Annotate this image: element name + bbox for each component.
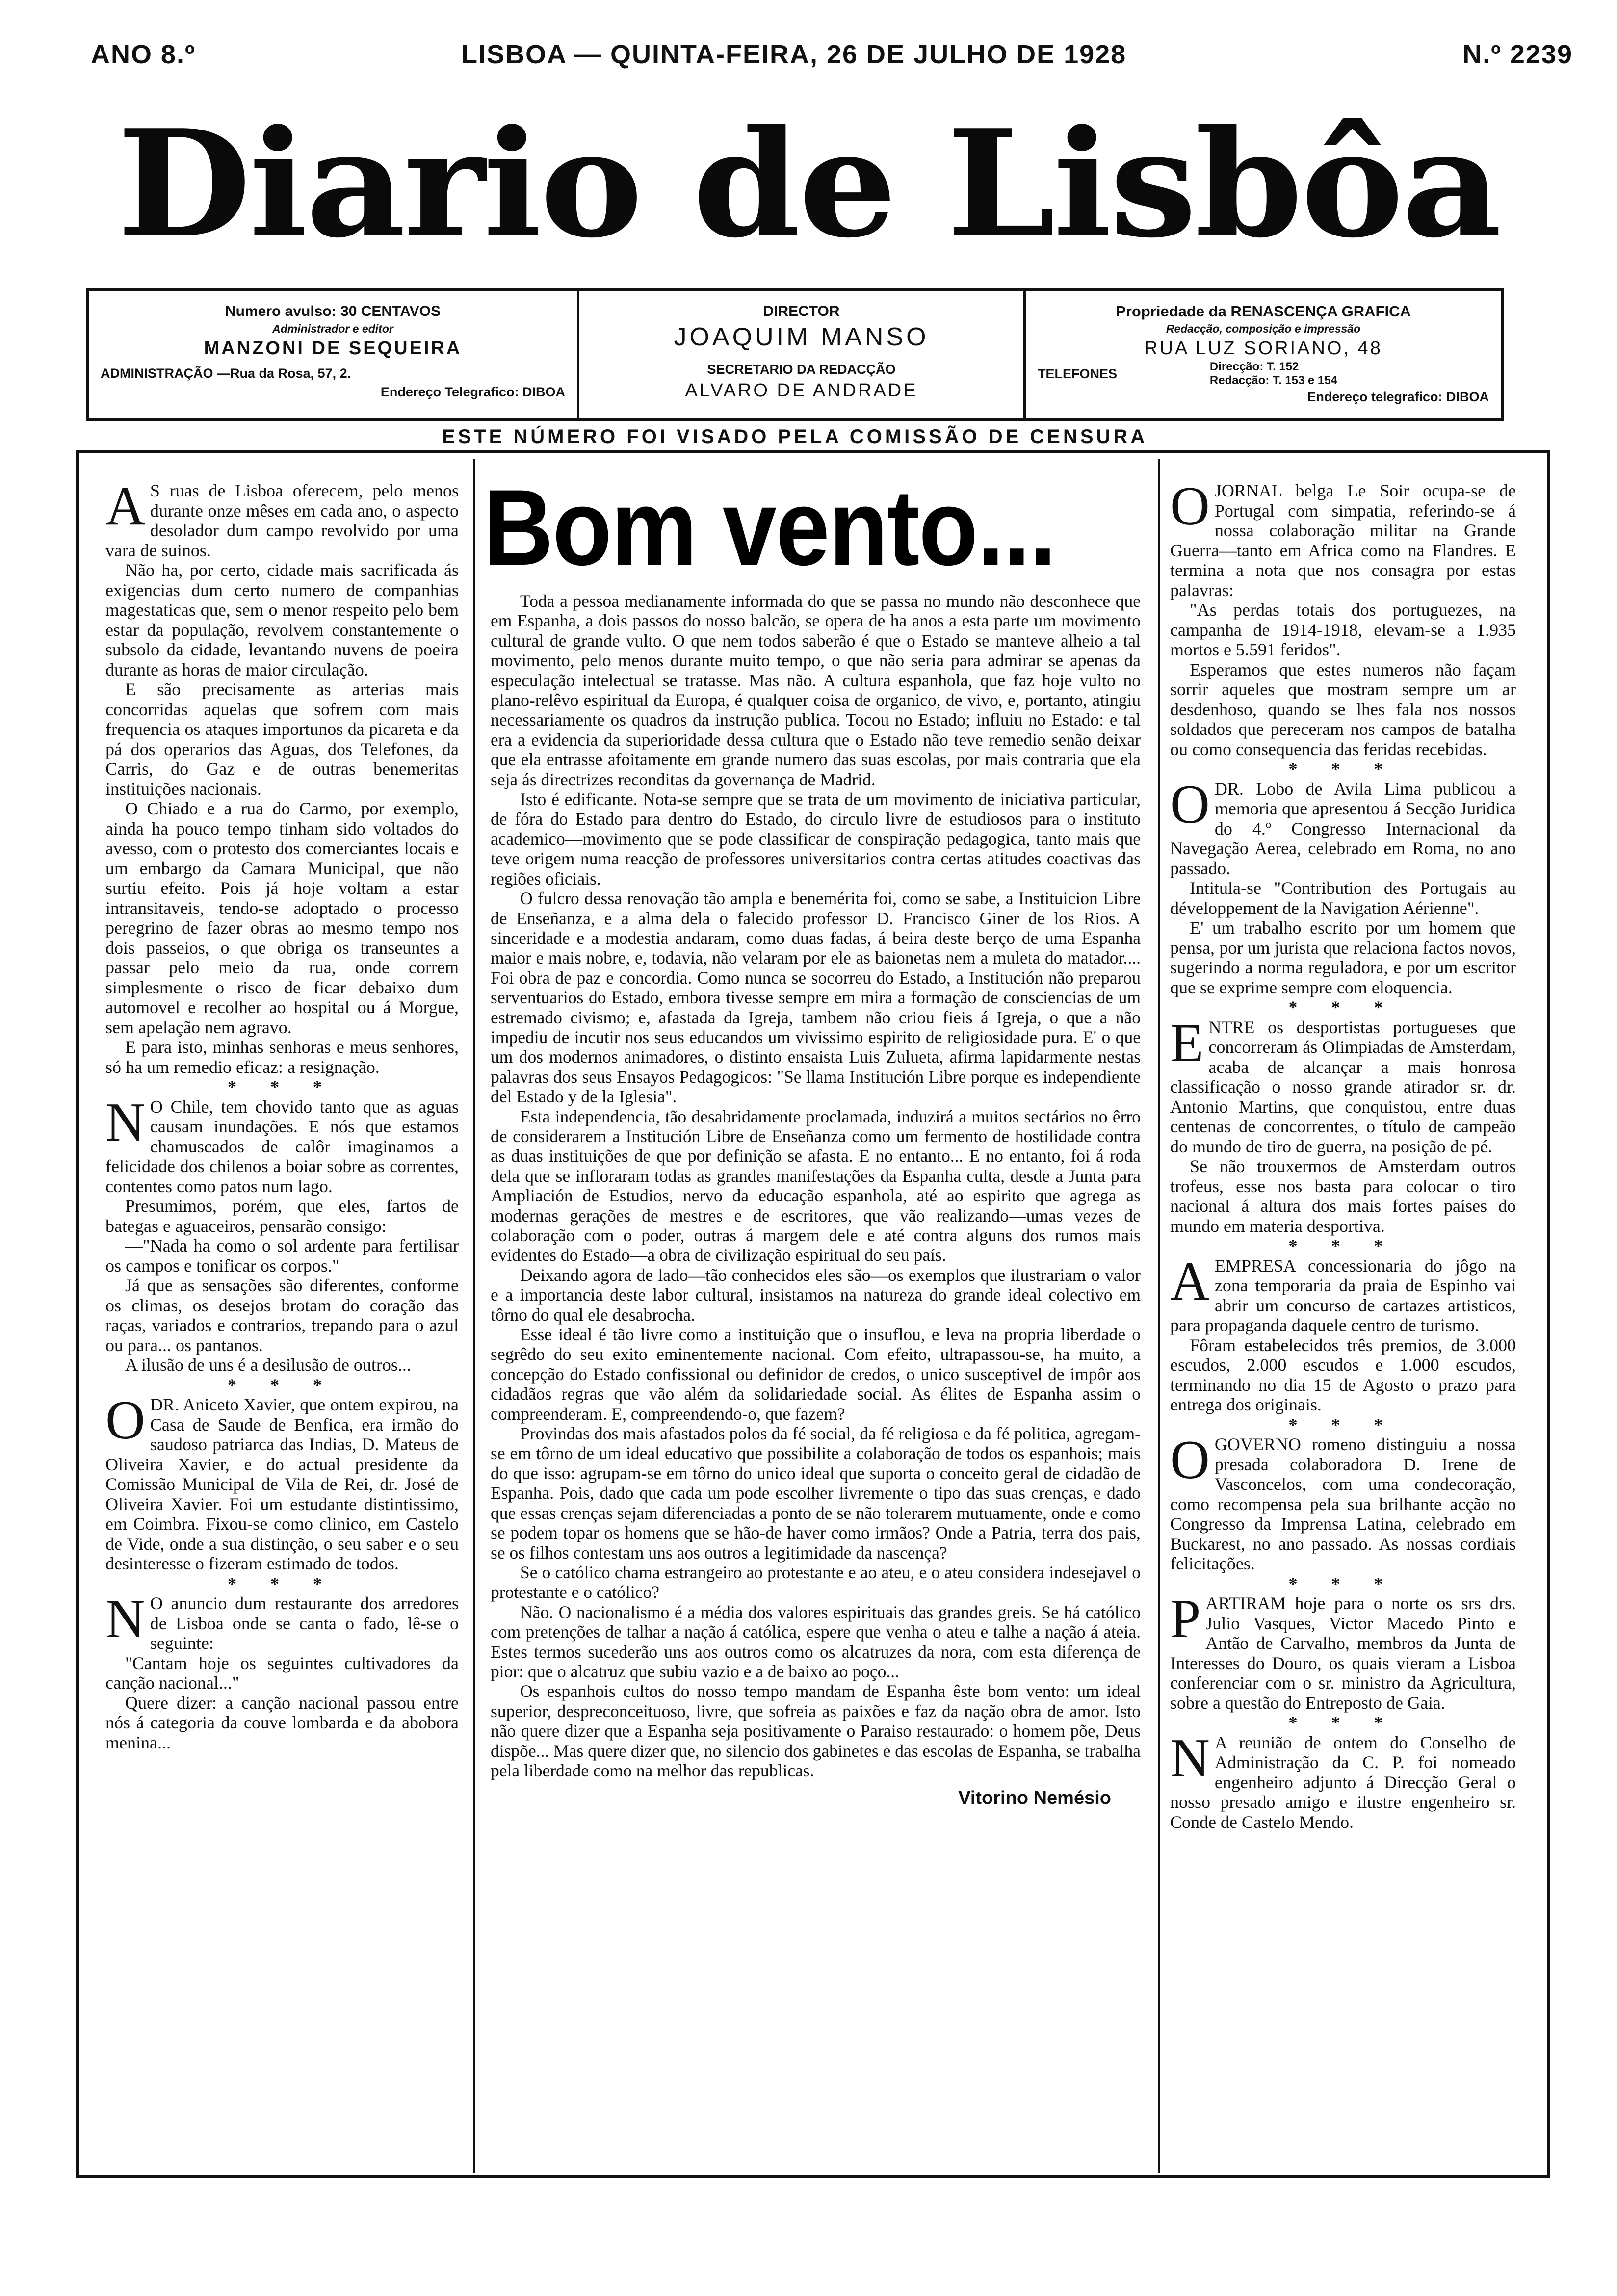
administrator-name: MANZONI DE SEQUEIRA	[204, 338, 462, 359]
article-paragraph: N O anuncio dum restaurante dos arredores de Lisboa onde se canta o fado, lê-se o seguinte:	[105, 1589, 459, 1653]
office-address: RUA LUZ SORIANO, 48	[1144, 338, 1382, 359]
masthead-title: Diario de Lisbôa	[117, 97, 1500, 270]
owner-line: Propriedade da RENASCENÇA GRAFICA	[1116, 303, 1411, 320]
administration-address: ADMINISTRAÇÃO —Rua da Rosa, 57, 2.	[101, 366, 351, 381]
publication-info-box	[86, 288, 1504, 421]
drop-cap: O	[1170, 1430, 1210, 1490]
drop-cap: E	[1170, 1012, 1204, 1073]
article-paragraph: N A reunião de ontem do Conselho de Administração da C. P. foi nomeado engenheiro adjunto á Direcção Geral o nosso presado amigo e ilustre engenheiro sr. Conde de Castelo Mendo.	[1170, 1727, 1516, 1832]
telegraphic-address: Endereço Telegrafico: DIBOA	[380, 385, 565, 399]
director-label: DIRECTOR	[763, 303, 840, 319]
price-line: Numero avulso: 30 CENTAVOS	[225, 303, 441, 319]
article-paragraph: Intitula-se "Contribution des Portugais au développement de la Navigation Aérienne".	[1170, 878, 1516, 918]
center-article	[491, 591, 1141, 1808]
info-center	[579, 291, 1026, 418]
article-paragraph: ENTRE os desportistas portugueses que concorreram ás Olimpiadas de Amsterdam, acaba de alcançar a mais honrosa classificação o nosso grande atirador sr. dr. Antonio Martins, que conquistou, entre duas centenas de concorrentes, o título de campeão do mundo de tiro de guerra, na posição de pé.	[1170, 1012, 1516, 1156]
censorship-notice: ESTE NÚMERO FOI VISADO PELA COMISSÃO DE CENSURA	[442, 426, 1148, 447]
article-paragraph: Esta independencia, tão desabridamente proclamada, induzirá a muitos sectários no êrro de considerarem a Institución Libre de Enseñanza como um fermento de hostilidade contra as duas instituições de que por definição se afasta. E no entanto... E no entanto, foi á roda dela que se infloraram todas as grandes manifestações da Espanha culta, desde a Junta para Ampliación de Estudios, nervo da educação espanhola, até ao espirito que agrega as modernas gerações de mestres e de escritores, que vão realizando—umas vezes de colaboração com o poder, outras á margem dele e até contra alguns dos rumos mais evidentes do Estado—a obra de civilização espiritual do seu país.	[491, 1106, 1141, 1265]
article-paragraph: PARTIRAM hoje para o norte os srs drs. Julio Vasques, Victor Macedo Pinto e Antão de Carvalho, membros da Junta de Interesses do Douro, os quais vieram a Lisboa conferenciar com o sr. ministro da Agricultura, sobre a questão do Entreposto de Gaia.	[1170, 1589, 1516, 1713]
article-paragraph: Não. O nacionalismo é a média dos valores espirituais das grandes greis. Se há católico com pretenções de talhar a nação á católica, espere que venha o ateu e talhe a nação á ateia. Estes termos sucederão uns aos outros como os alcatruzes da nora, com esta diferença de pior: que o alcatruz que subiu vazio e a de baixo ao poço...	[491, 1602, 1141, 1681]
info-left	[89, 291, 579, 418]
article-paragraph: ODR. Lobo de Avila Lima publicou a memoria que apresentou á Secção Juridica do 4.º Congresso Internacional da Navegação Aerea, celebrado em Roma, no ano passado.	[1170, 774, 1516, 878]
article-paragraph: O Chiado e a rua do Carmo, por exemplo, ainda ha pouco tempo tinham sido voltados do avesso, com o protesto dos comerciantes locais e um embargo da Camara Municipal, que não surtiu efeito. Pois já hoje voltam a estar intransitaveis, tendo-se adoptado o processo peregrino de fazer obras ao mesmo tempo nos dois passeios, o que obriga os transeuntes a passar pelo meio da rua, onde correm simplesmente o risco de ficar debaixo dum automovel e recolher ao hospital ou á Morgue, sem apelação nem agravo.	[105, 799, 459, 1037]
phone-redaction: Redacção: T. 153 e 154	[1209, 374, 1338, 387]
article-paragraph: O fulcro dessa renovação tão ampla e benemérita foi, como se sabe, a Instituicion Libre de Enseñanza, e a alma dela o falecido professor D. Francisco Giner de los Rios. A sinceridade e a modestia andaram, como duas fadas, á beira deste berço de uma Espanha maior e mais nobre, e, todavia, não velaram por ele as baionetas nem a muleta do matador.... Foi obra de paz e concordia. Como nunca se socorreu do Estado, a Institución não preparou serventuarios do Estado, embora tivesse sempre em mira a formação de consciencias de um estremado civismo; e, afastada da Igreja, tambem não criou fieis á Igreja, o que a não impediu de incutir nos seus educandos um vivissimo espirito de religiosidade pura. E' o que um dos modernos animadores, o distinto ensaista Luis Zulueta, afirma lapidarmente nestas palavras dos seus Ensayos Pedagogicos: "Se llama Institución Libre porque es independiente del Estado y de la Iglesia".	[491, 888, 1141, 1107]
drop-cap: P	[1170, 1589, 1201, 1649]
section-separator: * * *	[228, 1375, 337, 1395]
secretary-label: SECRETARIO DA REDACÇÃO	[707, 362, 896, 377]
print-label: Redacção, composição e impressão	[1166, 322, 1361, 335]
article-paragraph: "As perdas totais dos portuguezes, na campanha de 1914-1918, elevam-se a 1.935 mortos e 5.591 feridos".	[1170, 600, 1516, 659]
telegraphic-address-right: Endereço telegrafico: DIBOA	[1307, 390, 1489, 404]
article-paragraph: Fôram estabelecidos três premios, de 3.000 escudos, 2.000 escudos e 1.000 escudos, terminando no dia 15 de Agosto o prazo para entrega dos originais.	[1170, 1335, 1516, 1414]
article-paragraph: Presumimos, porém, que eles, fartos de bategas e aguaceiros, pensarão consigo:	[105, 1196, 459, 1236]
article-author: Vitorino Nemésio	[958, 1788, 1111, 1809]
secretary-name: ALVARO DE ANDRADE	[685, 380, 918, 401]
article-paragraph: E são precisamente as arterias mais concorridas aquelas que sofrem com mais frequencia os ataques importunos da picareta e da pá dos operarios das Aguas, dos Telefones, da Carris, do Gaz e de outras benemeritas instituições nacionais.	[105, 679, 459, 799]
article-paragraph: "Cantam hoje os seguintes cultivadores da canção nacional..."	[105, 1653, 459, 1693]
article-paragraph: Quere dizer: a canção nacional passou entre nós á categoria da couve lombarda e da abobora menina...	[105, 1693, 459, 1752]
article-paragraph: N O Chile, tem chovido tanto que as aguas causam inundações. E nós que estamos chamuscados de calôr imaginamos a felicidade dos chilenos a boiar sobre as correntes, contentes como patos num lago.	[105, 1092, 459, 1196]
article-paragraph: Já que as sensações são diferentes, conforme os climas, os desejos brotam do coração das raças, variados e contrarios, trepando para o azul ou para... os pantanos.	[105, 1276, 459, 1355]
year-label: ANO 8.º	[91, 40, 196, 69]
phone-direction: Direcção: T. 152	[1209, 360, 1299, 373]
administrator-label: Administrador e editor	[272, 322, 393, 335]
article-paragraph: Se o católico chama estrangeiro ao protestante e ao ateu, e o ateu considera indesejavel o protestante e o católico?	[491, 1562, 1141, 1602]
drop-cap: A	[1170, 1251, 1210, 1312]
director-name: JOAQUIM MANSO	[674, 323, 929, 351]
telephones-label: TELEFONES	[1038, 366, 1118, 381]
section-separator: * * *	[228, 1573, 337, 1593]
column-rule-right	[1158, 459, 1160, 2173]
section-separator: * * *	[1288, 1713, 1398, 1732]
drop-cap: O	[105, 1390, 145, 1451]
dateline: LISBOA — QUINTA-FEIRA, 26 DE JULHO DE 1928	[461, 40, 1127, 69]
article-paragraph: Toda a pessoa medianamente informada do que se passa no mundo não desconhece que em Espanha, a dois passos do nosso balcão, se opera de ha anos a esta parte um movimento cultural de grande vulto. O que nem todos saberão é que o Estado se manteve alheio a tal movimento, pelo menos durante muito tempo, o que não seria para admirar se apenas da especulação intelectual se tratasse. Mas não. A cultura espanhola, que faz hoje vulto no plano-relêvo espiritual da Europa, é qualquer coisa de organico, de vivo, e, portanto, atingiu necessariamente os quadros da instrução publica. Tocou no Estado; influiu no Estado: e tal era a evidencia da superioridade dessa cultura que o Estado não teve remedio senão deixar que ela entrasse afoitamente em grande numero das suas escolas, por mais contraria que ela seja ás directrizes reconditas da governança de Madrid.	[491, 591, 1141, 789]
article-paragraph: E para isto, minhas senhoras e meus senhores, só ha um remedio eficaz: a resignação.	[105, 1037, 459, 1077]
article-paragraph: A ilusão de uns é a desilusão de outros...	[125, 1355, 411, 1375]
article-paragraph: Não ha, por certo, cidade mais sacrificada ás exigencias dum certo numero de companhias magestaticas que, sem o menor respeito pelo bem estar da população, revolvem constantemente o subsolo da cidade, levantando nuvens de poeira durante as horas de maior circulação.	[105, 560, 459, 679]
telephones	[1026, 360, 1501, 388]
article-paragraph: Esse ideal é tão livre como a instituição que o insuflou, e leva na propria liberdade o segrêdo do seu exito eminentemente nacional. Com efeito, ultrapassou-se, ha muito, a concepção do Estado confissional ou definidor de credos, o unico susceptivel de impôr aos cidadãos regras que vão além da solidariedade social. As élites de Espanha assim o compreenderam. E, compreendendo-o, que fazem?	[491, 1325, 1141, 1424]
article-paragraph: Esperamos que estes numeros não façam sorrir aqueles que mostram sempre um ar desdenhoso, quando se lhes fala nos nossos soldados que pereceram nos campos de batalha ou como consequencia das feridas recebidas.	[1170, 659, 1516, 759]
section-separator: * * *	[1288, 1414, 1398, 1435]
article-paragraph: ODR. Aniceto Xavier, que ontem expirou, na Casa de Saude de Benfica, era irmão do saudoso patriarca das Indias, D. Mateus de Oliveira Xavier, e do actual presidente da Comissão Municipal de Vila de Rei, dr. José de Oliveira Xavier. Foi um estudante distintissimo, em Coimbra. Fixou-se como clinico, em Castelo de Vide, onde a sua distinção, o seu saber e o seu desinteresse o fizeram estimado de todos.	[105, 1390, 459, 1573]
article-paragraph: Se não trouxermos de Amsterdam outros trofeus, esse nos basta para colocar o tiro nacional á altura dos mais fortes países do mundo em materia desportiva.	[1170, 1156, 1516, 1236]
article-paragraph: AEMPRESA concessionaria do jôgo na zona temporaria da praia de Espinho vai abrir um concurso de cartazes artisticos, para propaganda daquele centro de turismo.	[1170, 1251, 1516, 1335]
section-separator: * * *	[228, 1077, 337, 1096]
drop-cap: O	[1170, 774, 1210, 835]
article-paragraph: Isto é edificante. Nota-se sempre que se trata de um movimento de iniciativa particular, de fóra do Estado para dentro do Estado, do circulo livre de estudiosos para o instituto academico—movimento que se pode classificar de conspiração pedagogica, tanto mais que teve origem numa reacção de professores universitarios contra certas atitudes coactivas das regiões oficiais.	[491, 789, 1141, 888]
left-column	[105, 476, 459, 1752]
article-paragraph: A S ruas de Lisboa oferecem, pelo menos durante onze mêses em cada ano, o aspecto desolador dum campo revolvido por uma vara de suinos.	[105, 476, 459, 560]
section-separator: * * *	[1288, 1573, 1398, 1593]
article-paragraph: Os espanhois cultos do nosso tempo mandam de Espanha êste bom vento: um ideal superior, despreconceituoso, livre, que sofreia as paixões e faz da nação obra de amor. Isto não quere dizer que a Espanha seja positivamente o Paraiso restaurado: o homem põe, Deus dispõe... Mas quere dizer que, no silencio dos gabinetes e das escolas de Espanha, se trabalha pela liberdade como na melhor das republicas.	[491, 1681, 1141, 1780]
drop-cap: O	[1170, 476, 1210, 537]
article-paragraph: Provindas dos mais afastados polos da fé social, da fé religiosa e da fé politica, agregam-se em tôrno de um ideal educativo que possibilite a colaboração de todos os espanhois; mais do que isso: agrupam-se em tôrno do unico ideal que suporta o conceito geral de cidadão de Espanha. Pois, dado que cada um pode escolher livremente o tipo das suas crenças, e dado que essas crenças sejam diferenciadas a ponto de se não tolerarem mutuamente, onde e como se podem topar os homens que se hão-de haver como irmãos? Onde a Patria, terra dos pais, se os filhos contestam uns aos outros a legitimidade da nascença?	[491, 1424, 1141, 1563]
article-paragraph: E' um trabalho escrito por um homem que pensa, por um jurista que relaciona factos novos, sugerindo a norma reguladora, e por um escritor que se exprime sempre com eloquencia.	[1170, 918, 1516, 997]
drop-cap: N	[105, 1092, 145, 1153]
right-column	[1170, 476, 1516, 1832]
issue-number: N.º 2239	[1462, 40, 1573, 69]
column-rule-left	[473, 459, 475, 2173]
drop-cap: N	[1170, 1727, 1210, 1789]
section-separator: * * *	[1288, 997, 1398, 1017]
article-paragraph: —"Nada ha como o sol ardente para fertilisar os campos e tonificar os corpos."	[105, 1236, 459, 1276]
drop-cap: N	[105, 1589, 145, 1649]
main-headline: Bom vento...	[483, 467, 1056, 588]
article-paragraph: OJORNAL belga Le Soir ocupa-se de Portugal com simpatia, referindo-se á nossa colaboração militar na Grande Guerra—tanto em Africa como na Flandres. E termina a nota que nos consagra por estas palavras:	[1170, 476, 1516, 600]
section-separator: * * *	[1288, 759, 1398, 779]
dateline-bar	[44, 39, 1573, 83]
drop-cap: A	[105, 476, 145, 537]
info-right	[1026, 291, 1501, 418]
article-paragraph: Deixando agora de lado—tão conhecidos eles são—os exemplos que ilustrariam o valor e a importancia deste labor cultural, insistamos na natureza do grande ideal colectivo em tôrno do qual ele desabrocha.	[491, 1265, 1141, 1325]
article-paragraph: OGOVERNO romeno distinguiu a nossa presada colaboradora D. Irene de Vasconcelos, com uma condecoração, como recompensa pela sua brilhante acção no Congresso da Imprensa Latina, celebrado em Buckarest, no ano passado. As nossas cordiais felicitações.	[1170, 1430, 1516, 1573]
section-separator: * * *	[1288, 1236, 1398, 1255]
